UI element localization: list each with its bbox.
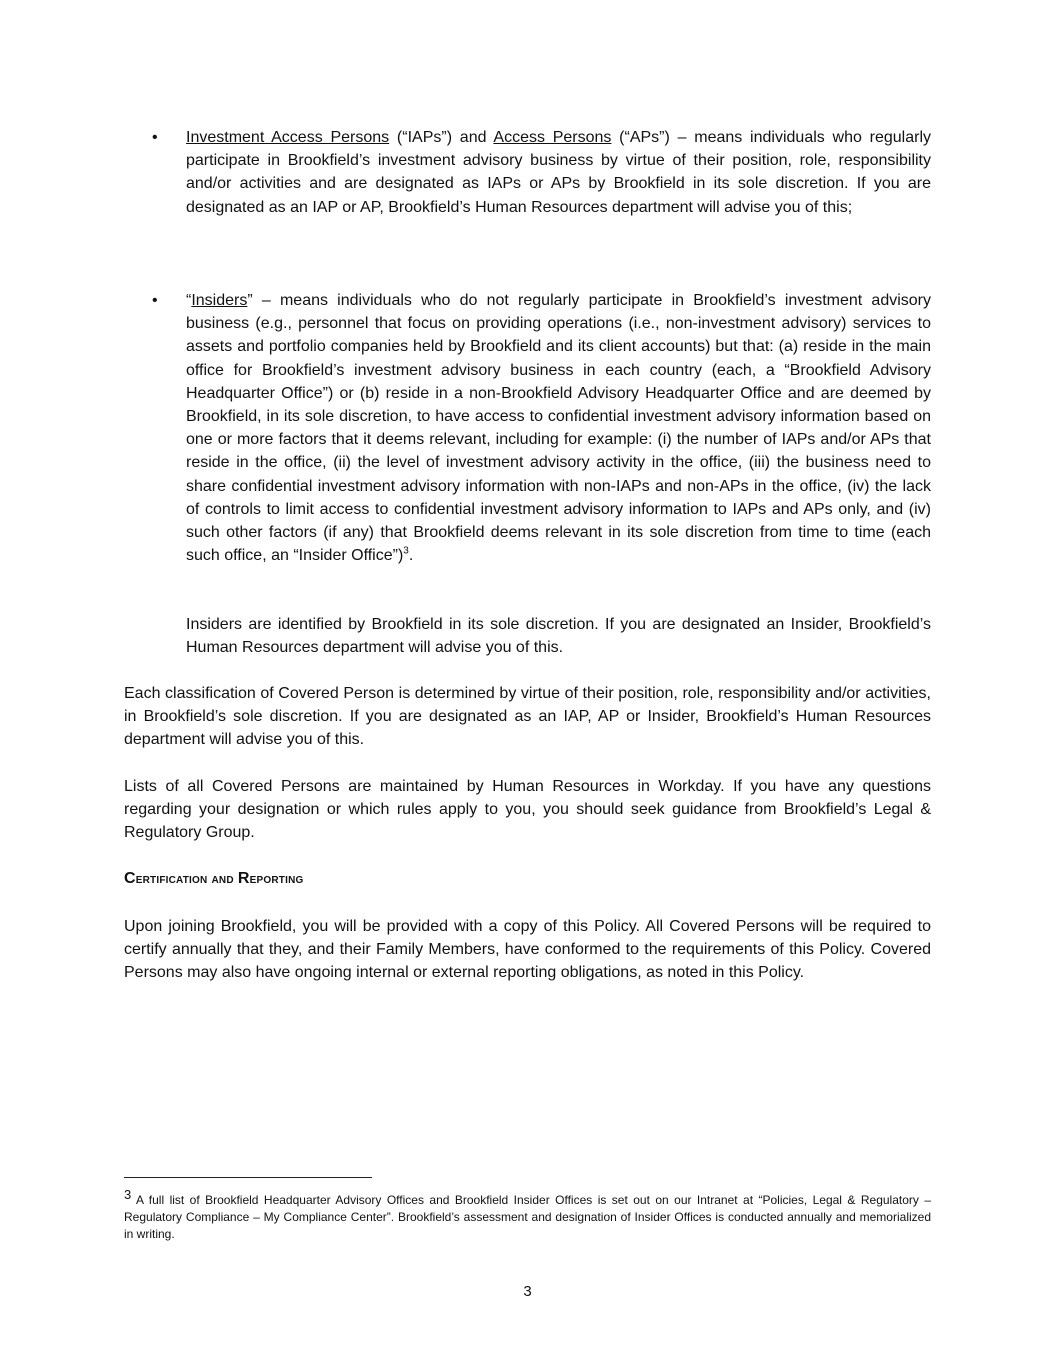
insiders-end-period: .: [408, 547, 414, 565]
covered-persons-list-paragraph: Lists of all Covered Persons are maintained by Human Resources in Workday. If you have any questions regarding your designation or which rules apply to you, you should seek guidance from Brookfield’s Legal & Regulatory Group.: [124, 778, 931, 842]
insiders-open-quote: “: [186, 292, 192, 309]
page-number: 3: [523, 1283, 532, 1300]
footnote-reference[interactable]: 3: [403, 545, 409, 557]
bullet-insiders-definition: [186, 289, 931, 567]
term-insiders: Insiders: [191, 292, 248, 309]
bullet-marker: •: [152, 129, 158, 146]
footnote-number: 3: [124, 1187, 132, 1202]
insiders-definition-text: ” – means individuals who do not regularly participate in Brookfield’s investment advisory business (e.g., personnel that focus on providing operations (i.e., non-investment advisory) services to assets and portfolio companies held by Brookfield and its client accounts) but that: (a) reside in the main office for Brookfield’s investment advisory business in each country (each, a “Brookfield Advisory Headquarter Office”) or (b) reside in a non-Brookfield Advisory Headquarter Office and are deemed by Brookfield, in its sole discretion, to have access to confidential investment advisory information based on one or more factors that it deems relevant, including for example: (i) the number of IAPs and/or APs that reside in the office, (ii) the level of investment advisory activity in the office, (iii) the business need to share confidential investment advisory information with non-IAPs and non-APs in the office, (iv) the lack of controls to limit access to confidential investment advisory information to IAPs and APs only, and (iv) such other factors (if any) that Brookfield deems relevant in its sole discretion from time to time (each such office, an “Insider Office”): [186, 292, 931, 565]
term-investment-access-persons: Investment Access Persons: [186, 129, 390, 146]
certification-paragraph: Upon joining Brookfield, you will be provided with a copy of this Policy. All Covered Persons will be required to certify annually that they, and their Family Members, have conformed to the requirements of this Policy. Covered Persons may also have ongoing internal or external reporting obligations, as noted in this Policy.: [124, 918, 931, 982]
footnote: [124, 1186, 931, 1243]
classification-paragraph: Each classification of Covered Person is determined by virtue of their position, role, responsibility and/or activities, in Brookfield’s sole discretion. If you are designated as an IAP, AP or Insider, Brookfield’s Human Resources department will advise you of this.: [124, 685, 931, 749]
bullet-iap-definition: [186, 126, 931, 219]
insiders-followup-paragraph: Insiders are identified by Brookfield in its sole discretion. If you are designated an Insider, Brookfield’s Human Resources department will advise you of this.: [186, 616, 931, 657]
bullet-marker: •: [152, 292, 158, 309]
footnote-text: A full list of Brookfield Headquarter Advisory Offices and Brookfield Insider Offices is set out on our Intranet at “Policies, Legal & Regulatory – Regulatory Compliance – My Compliance Center”. Brookfield’s assessment and designation of Insider Offices is conducted annually and memorialized in writing.: [124, 1193, 931, 1241]
footnote-separator: [124, 1177, 372, 1178]
iap-abbr-text: (“IAPs”) and: [389, 129, 494, 146]
iap-definition-text: (“APs”) – means individuals who regularly participate in Brookfield’s investment advisory business by virtue of their position, role, responsibility and/or activities and are designated as IAPs or APs by Brookfield in its sole discretion. If you are designated as an IAP or AP, Brookfield’s Human Resources department will advise you of this;: [186, 129, 932, 216]
term-access-persons: Access Persons: [493, 129, 612, 146]
section-heading-certification-reporting: Certification and Reporting: [124, 870, 304, 887]
